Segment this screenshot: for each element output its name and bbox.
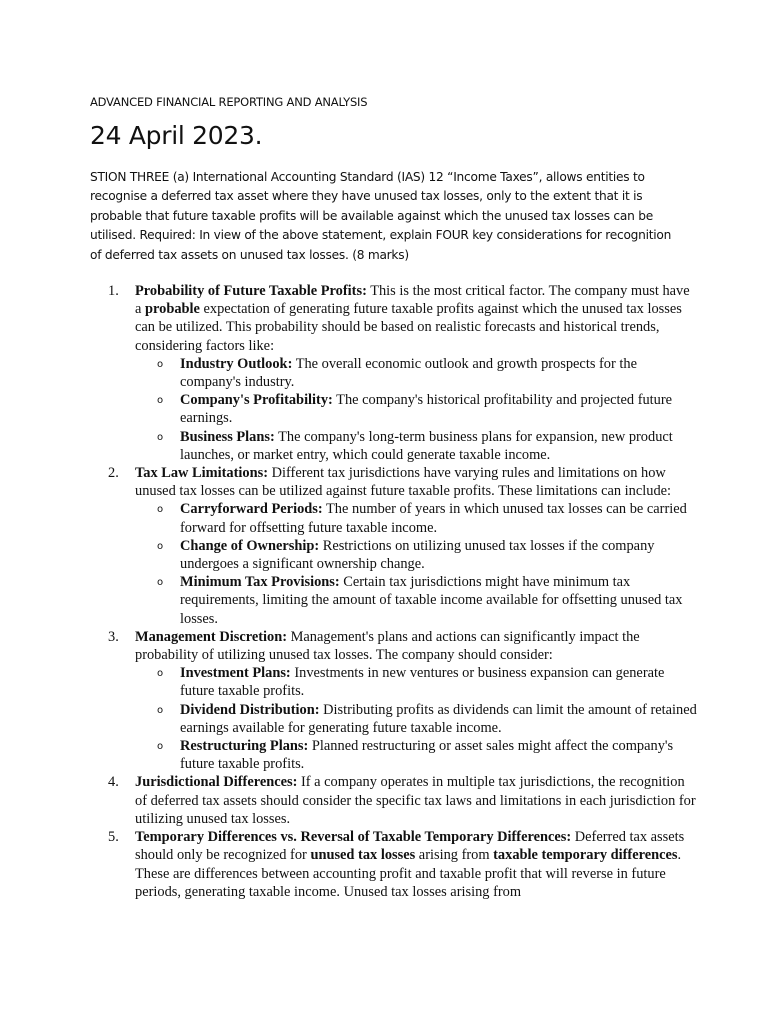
question-text: STION THREE (a) International Accounting Standard (IAS) 12 “Income Taxes”, allows entities to recognise a deferred tax asset where they have unused tax losses, only to the extent that it is probable that future taxable profits will be available against which the unused tax losses can be utilised. Required: In view of the above statement, explain FOUR key considerations for recognition of deferred tax assets on unused tax losses. (8 marks) <box>90 170 672 262</box>
sub-item-text: The company's long-term business plans for expansion, new product launches, or market entry, which could generate taxable income. <box>180 428 673 463</box>
sub-item-title: Industry Outlook: <box>180 355 293 372</box>
bullet-icon: o <box>157 540 164 552</box>
item-title: Management Discretion: <box>135 628 288 645</box>
item-emphasis: unused tax losses <box>310 847 416 864</box>
sub-item <box>157 537 698 573</box>
answer-list <box>108 282 698 901</box>
item-emphasis: taxable temporary differences <box>493 847 678 864</box>
item-text: Management's plans and actions can significantly impact the probability of utilizing unused tax losses. The company should consider: <box>135 628 640 664</box>
answer-item-1 <box>108 282 698 464</box>
sub-item <box>157 664 698 700</box>
sub-item-title: Investment Plans: <box>180 665 291 682</box>
sub-item <box>157 573 698 628</box>
sub-item-text: The overall economic outlook and growth prospects for the company's industry. <box>180 355 637 391</box>
item-title: Jurisdictional Differences: <box>135 774 298 791</box>
item-emphasis: probable <box>145 301 200 318</box>
bullet-icon: o <box>157 504 164 516</box>
sub-item-title: Carryforward Periods: <box>180 501 323 518</box>
sub-item-text: Planned restructuring or asset sales might affect the company's future taxable profits. <box>180 738 674 773</box>
sub-item <box>157 737 698 773</box>
sub-list <box>135 664 698 773</box>
sub-item-text: Investments in new ventures or business expansion can generate future taxable profits. <box>180 665 665 700</box>
sub-item <box>157 428 698 464</box>
item-text: Different tax jurisdictions have varying rules and limitations on how unused tax losses can be utilized against future taxable profits. These limitations can include: <box>135 465 672 500</box>
sub-item-text: The company's historical profitability and projected future earnings. <box>180 392 673 427</box>
sub-item-text: The number of years in which unused tax losses can be carried forward for offsetting future taxable income. <box>180 501 687 536</box>
sub-item <box>157 391 698 427</box>
sub-item-title: Minimum Tax Provisions: <box>180 574 340 591</box>
item-title: Tax Law Limitations: <box>135 465 269 482</box>
bullet-icon: o <box>157 358 164 370</box>
exam-date: 24 April 2023. <box>90 121 263 150</box>
answer-item-3 <box>108 628 698 774</box>
answer-item-4 <box>108 773 698 828</box>
sub-item-text: Restrictions on utilizing unused tax losses if the company undergoes a significant ownership change. <box>180 537 655 573</box>
sub-list <box>135 500 698 627</box>
course-title: ADVANCED FINANCIAL REPORTING AND ANALYSIS <box>90 95 368 109</box>
sub-item-text: Distributing profits as dividends can limit the amount of retained earnings available for generating future taxable income. <box>180 701 697 736</box>
bullet-icon: o <box>157 668 164 680</box>
bullet-icon: o <box>157 577 164 589</box>
item-number: 5. <box>108 829 119 846</box>
item-text: If a company operates in multiple tax jurisdictions, the recognition of deferred tax assets should consider the specific tax laws and limitations in each jurisdiction for utilizing unused tax losses. <box>135 774 696 827</box>
sub-list <box>135 355 698 464</box>
sub-item-text: Certain tax jurisdictions might have minimum tax requirements, limiting the amount of taxable income available for offsetting unused tax losses. <box>180 574 683 627</box>
item-title: Temporary Differences vs. Reversal of Taxable Temporary Differences: <box>135 829 572 846</box>
sub-item-title: Company's Profitability: <box>180 392 333 409</box>
item-text: Deferred tax assets should only be recognized for <box>135 829 685 864</box>
bullet-icon: o <box>157 431 164 443</box>
item-number: 2. <box>108 465 119 482</box>
item-text: . These are differences between accounting profit and taxable profit that will reverse in future periods, generating taxable income. Unused tax losses arising from <box>135 847 682 900</box>
bullet-icon: o <box>157 704 164 716</box>
answer-item-5 <box>108 828 698 901</box>
item-text: expectation of generating future taxable profits against which the unused tax losses can be utilized. This probability should be based on realistic forecasts and historical trends, considering factors like: <box>135 301 682 354</box>
item-number: 4. <box>108 774 119 791</box>
item-text: arising from <box>415 847 494 864</box>
item-text: This is the most critical factor. The company must have a <box>135 283 690 318</box>
sub-item-title: Dividend Distribution: <box>180 701 320 718</box>
sub-item-title: Change of Ownership: <box>180 537 320 554</box>
sub-item-title: Restructuring Plans: <box>180 738 309 755</box>
answer-item-2 <box>108 464 698 628</box>
sub-item <box>157 355 698 391</box>
sub-item <box>157 701 698 737</box>
item-number: 3. <box>108 628 119 645</box>
bullet-icon: o <box>157 395 164 407</box>
item-number: 1. <box>108 283 119 299</box>
sub-item <box>157 500 698 536</box>
item-title: Probability of Future Taxable Profits: <box>135 283 367 299</box>
sub-item-title: Business Plans: <box>180 428 275 445</box>
bullet-icon: o <box>157 741 164 753</box>
